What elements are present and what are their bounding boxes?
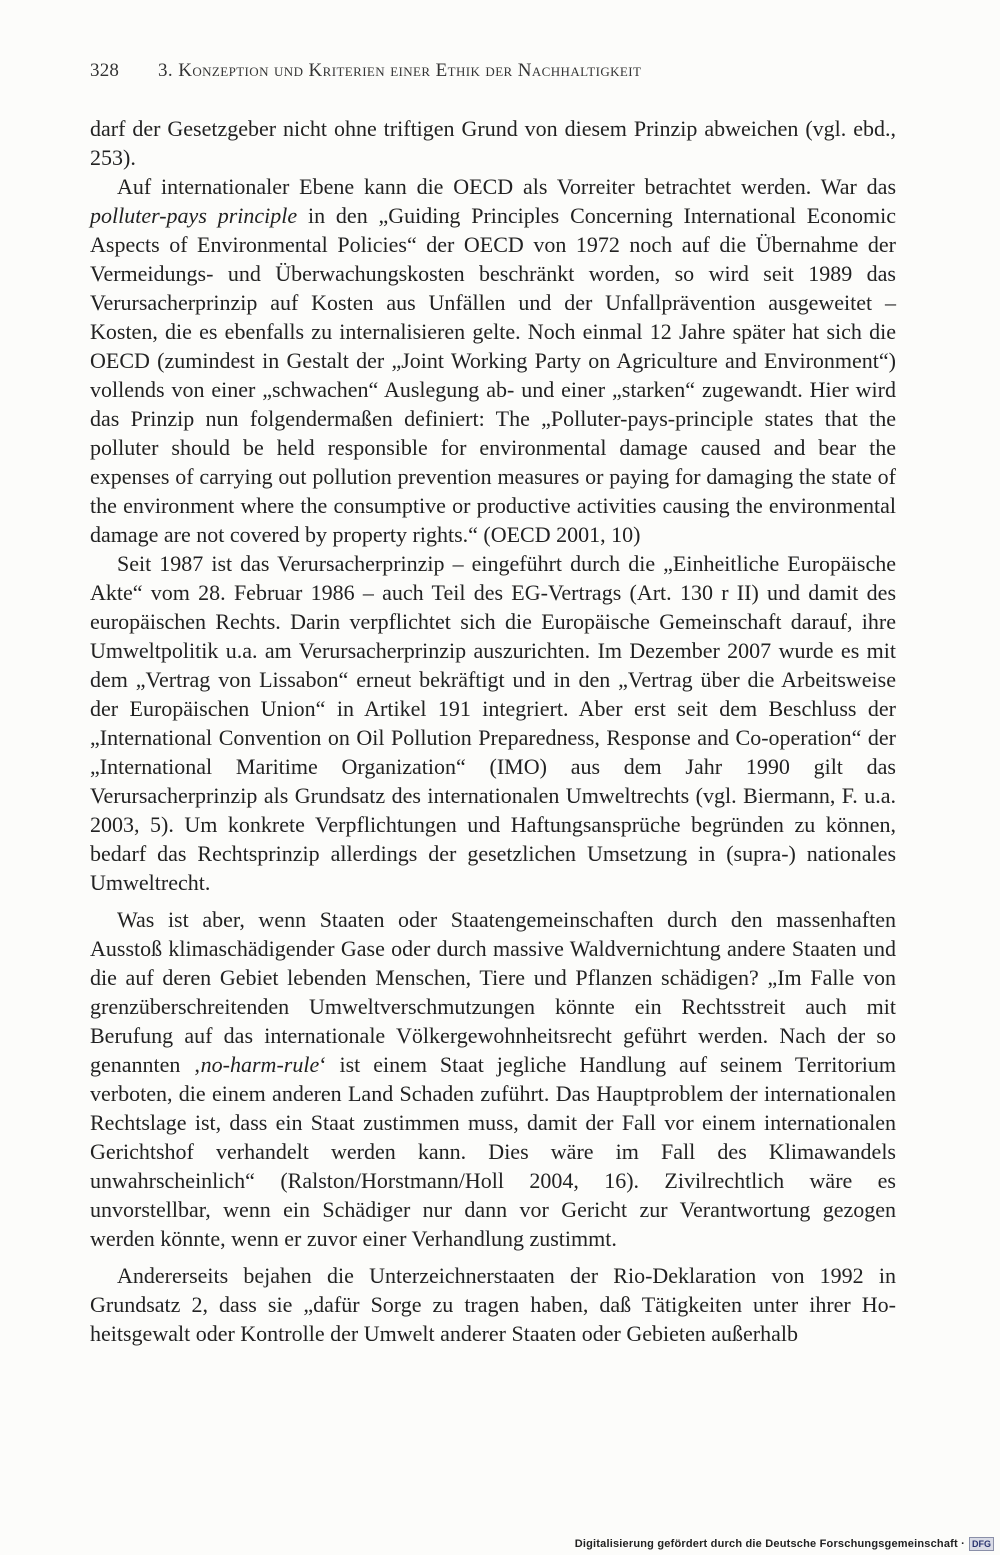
footer-text: Digitalisierung gefördert durch die Deutsche Forschungsgemeinschaft · [574,1538,965,1550]
text-segment: Andererseits bejahen die Unterzeichnerstaaten der Rio-Deklaration von 1992 in Grundsatz 2, dass sie „dafür Sorge zu tragen haben, daß Tätigkeiten unter ihrer Hoheitsgewalt oder Kontrolle der Umwelt anderer Staaten oder Gebieten außerhalb [90,1263,896,1346]
text-segment: Was ist aber, wenn Staaten oder Staatengemeinschaften durch den massenhaften Ausstoß klimaschädigender Gase oder durch massive Waldvernichtung andere Staaten und die auf deren Gebiet lebenden Menschen, Tiere und Pflanzen schädigen? „Im Falle von grenzüberschreitenden Umweltverschmutzungen könnte ein Rechtsstreit auch mit Berufung auf das internationale Völkergewohnheitsrecht geführt werden. Nach der so genannten ‚ [90,907,896,1077]
paragraph [90,905,896,1253]
page-number: 328 [90,60,120,81]
paragraph [90,114,896,172]
text-segment: darf der Gesetzgeber nicht ohne triftigen Grund von diesem Prinzip abweichen (vgl. ebd., 253). [90,116,896,170]
text-segment: Auf internationaler Ebene kann die OECD als Vorreiter betrachtet werden. War das [117,174,896,199]
digitization-footer [575,1533,1000,1555]
running-header [90,60,900,82]
paragraph [90,172,896,549]
running-title: 3. Konzeption und Kriterien einer Ethik der Nachhaltigkeit [158,60,642,81]
body-text [90,114,896,1348]
text-segment: ‘ ist einem Staat jegliche Handlung auf seinem Territorium verboten, die einem anderen Land Schaden zuführt. Das Hauptproblem der internationalen Rechtslage ist, dass ein Staat zustimmen muss, damit der Fall vor einem internationalen Gerichtshof verhandelt werden kann. Dies wäre im Fall des Klimawandels unwahrscheinlich“ (Ralston/Horstmann/Holl 2004, 16). Zivilrechtlich wäre es unvorstellbar, wenn ein Schädiger nur dann vor Gericht zur Verantwortung gezogen werden könnte, wenn er zuvor einer Verhandlung zustimmt. [90,1052,897,1251]
paragraph [90,549,896,897]
text-segment: in den „Guiding Principles Concerning International Economic Aspects of Environmental Policies“ der OECD von 1972 noch auf die Übernahme der Vermeidungs- und Überwachungskosten beschränkt worden, so wird seit 1989 das Verursacherprinzip auf Kosten aus Unfällen und der Unfallprävention ausgeweitet – Kosten, die es ebenfalls zu internalisieren gelte. Noch einmal 12 Jahre später hat sich die OECD (zumindest in Gestalt der „Joint Working Party on Agriculture and Environment“) vollends von einer „schwachen“ Auslegung ab- und einer „starken“ zugewandt. Hier wird das Prinzip nun folgendermaßen definiert: The „Polluter-pays-principle states that the polluter should be held responsible for environmental damage caused and bear the expenses of carrying out pollution prevention measures or paying for damaging the state of the environment where the consumptive or productive activities causing the environmental damage are not covered by property rights.“ (OECD 2001, 10) [90,203,896,547]
italic-term: no-harm-rule [200,1052,320,1077]
text-segment: Seit 1987 ist das Verursacherprinzip – eingeführt durch die „Einheitliche Europäische Akte“ vom 28. Februar 1986 – auch Teil des EG-Vertrags (Art. 130 r II) und damit des europäischen Rechts. Darin verpflichtet sich die Europäische Gemeinschaft darauf, ihre Umweltpolitik u.a. am Verursacherprinzip auszurichten. Im Dezember 2007 wurde es mit dem „Vertrag von Lissabon“ erneut bekräftigt und in den „Vertrag über die Arbeitsweise der Europäischen Union“ in Artikel 191 integriert. Aber erst seit dem Beschluss der „International Convention on Oil Pollution Preparedness, Response and Co-operation“ der „International Maritime Organization“ (IMO) aus dem Jahr 1990 gilt das Verursacherprinzip als Grundsatz des internationalen Umweltrechts (vgl. Biermann, F. u.a. 2003, 5). Um konkrete Verpflichtungen und Haftungsansprüche begründen zu können, bedarf das Rechtsprinzip allerdings der gesetzlichen Umsetzung in (supra-) nationales Umweltrecht. [90,551,896,895]
dfg-logo: DFG [969,1537,994,1551]
italic-term: polluter-pays principle [90,203,298,228]
paragraph [90,1261,896,1348]
